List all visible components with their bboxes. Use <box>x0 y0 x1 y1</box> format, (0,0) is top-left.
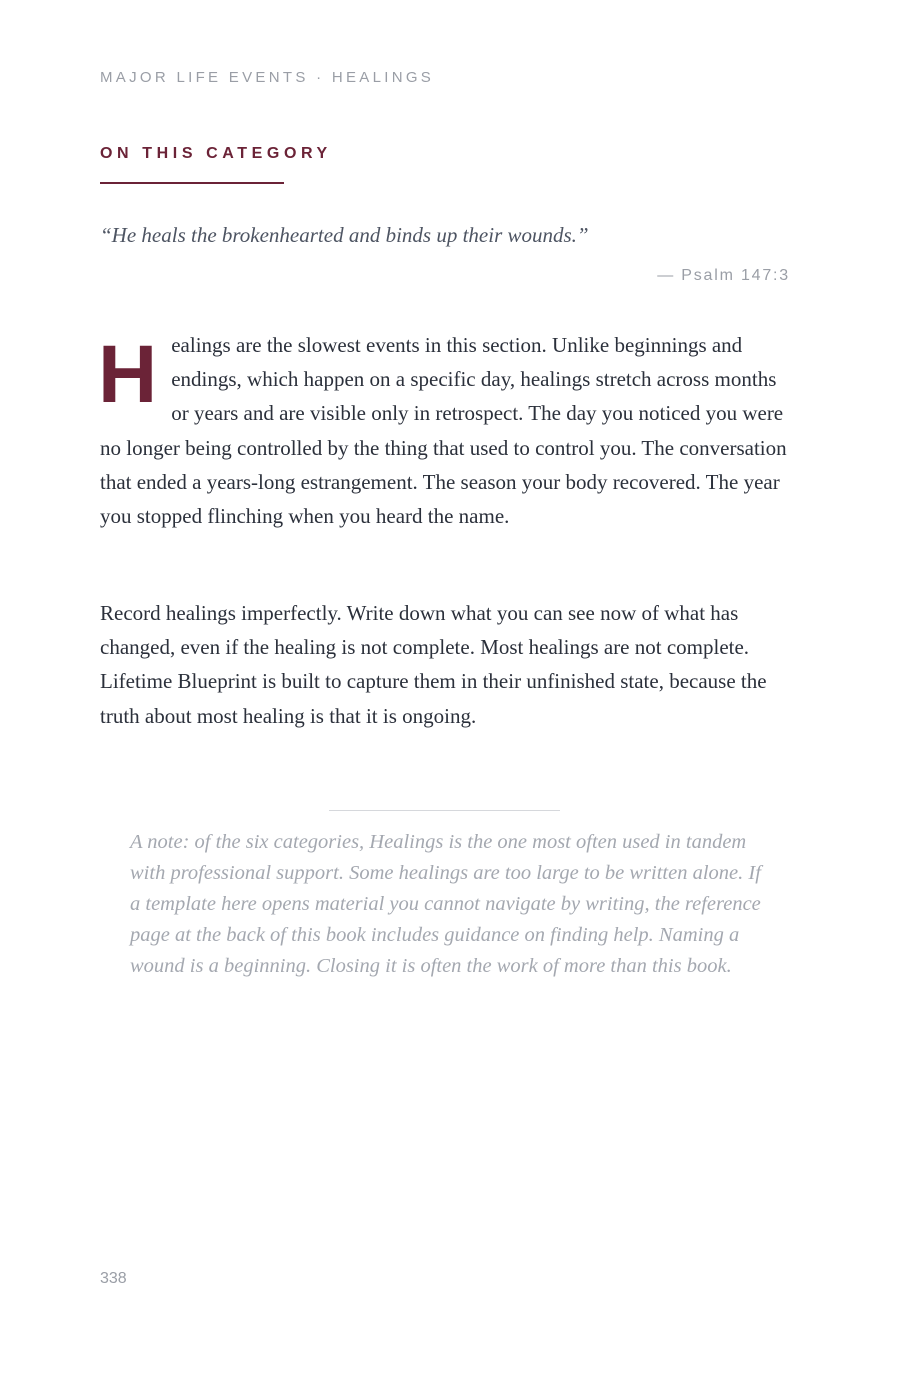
body-paragraph-1-text: ealings are the slowest events in this section. Unlike beginnings and endings, which happen on a specific day, healings stretch across months or years and are visible only in retrospect. The day you noticed you were no longer being controlled by the thing that used to control you. The conversation that ended a years-long estrangement. The season your body recovered. The year you stopped flinching when you heard the name. <box>100 333 787 529</box>
epigraph-quote: “He heals the brokenhearted and binds up their wounds.” <box>100 223 589 247</box>
book-page <box>100 0 790 1378</box>
drop-cap: H <box>98 329 158 420</box>
body-paragraph-1 <box>100 328 790 533</box>
epigraph-source: — Psalm 147:3 <box>657 267 790 284</box>
note-divider <box>329 810 560 811</box>
section-heading: ON THIS CATEGORY <box>100 145 332 162</box>
body-paragraph-2: Record healings imperfectly. Write down what you can see now of what has changed, even if the healing is not complete. Most healings are not complete. Lifetime Blueprint is built to capture them in their unfinished state, because the truth about most healing is that it is ongoing. <box>100 601 767 728</box>
page-number: 338 <box>100 1270 127 1287</box>
running-head: MAJOR LIFE EVENTS · HEALINGS <box>100 69 435 86</box>
side-note: A note: of the six categories, Healings is the one most often used in tandem with professional support. Some healings are too large to be written alone. If a template here opens material you cannot navigate by writing, the reference page at the back of this book includes guidance on finding help. Naming a wound is a beginning. Closing it is often the work of more than this book. <box>130 831 761 977</box>
heading-underline <box>100 182 284 184</box>
